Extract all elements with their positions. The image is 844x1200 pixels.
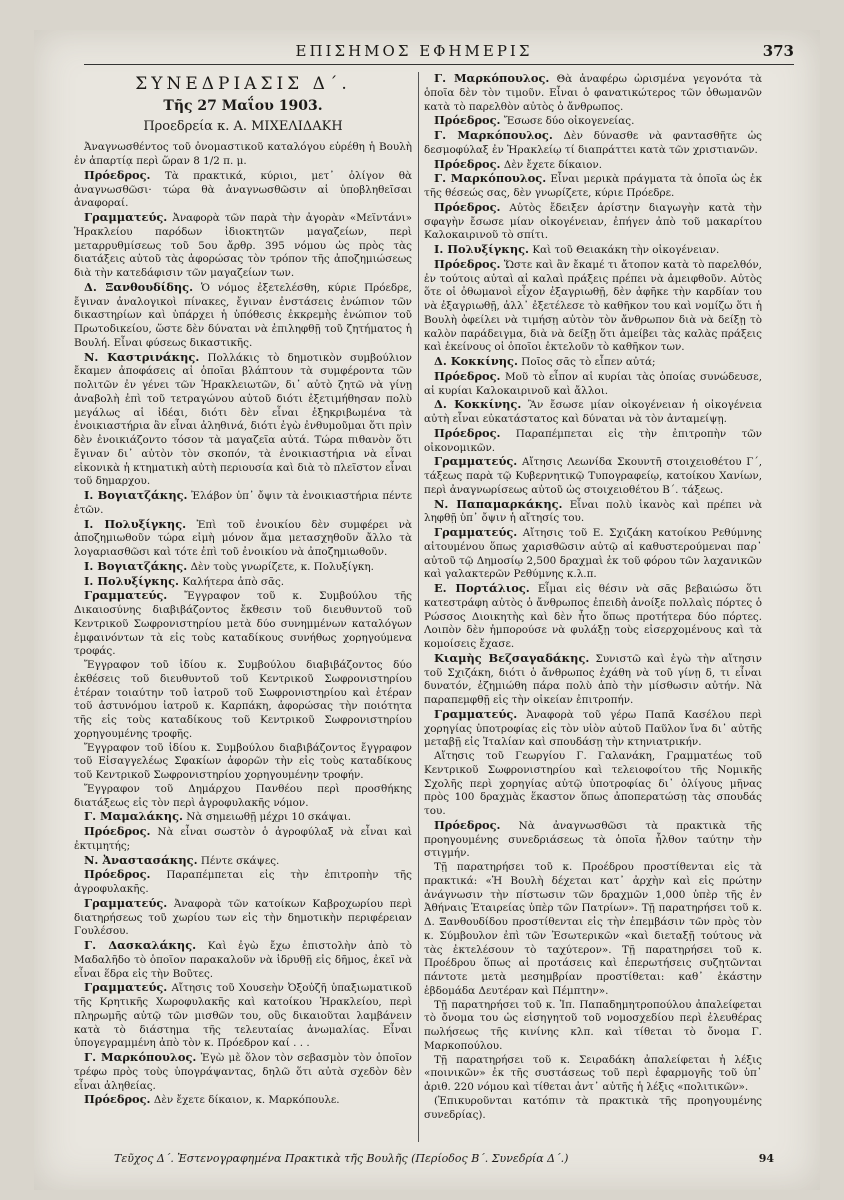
paragraph-text: Αἴτησις τοῦ Χουσεὴν Ὀξοὐζῆ ὑπαξιωματικοῦ τῆς Κρητικῆς Χωροφυλακῆς καὶ κατοίκου Ἡρακλείου, περὶ πληρωμῆς αὐτῷ τῶν μισθῶν του, οὓς δικαιοῦται λαμβάνειν κατὰ τὸ διάστημα τῆς τελευταίας ἀνωμαλίας. Εἶναι ὑπογεγραμμένη ἀπὸ τὸν κ. Πρόεδρον καί . . . <box>74 982 412 1050</box>
paragraph <box>74 742 412 783</box>
speaker-name: Ι. Βογιατζάκης. <box>84 488 188 502</box>
paragraph <box>424 158 762 173</box>
speaker-name: Γ. Μαρκόπουλος. <box>84 1050 197 1064</box>
session-title: ΣΥΝΕΔΡΙΑΣΙΣ Δ΄. <box>135 74 351 94</box>
speaker-name: Πρόεδρος. <box>434 113 501 128</box>
paragraph <box>74 854 412 869</box>
paragraph-text: Ποῖος σᾶς τὸ εἶπεν αὐτά; <box>521 356 656 368</box>
paragraph-text: Ἔγγραφον τοῦ κ. Συμβούλου τῆς Δικαιοσύνης διαβιβάζοντος ἔκθεσιν τοῦ διευθυντοῦ τοῦ Κεντρικοῦ Σωφρονιστηρίου μετὰ δύο συνημμένων καταλόγων ἐμφαινόντων τὰ εἰς τοὺς καταδίκους συνήθως χορηγούμενα τροφάς. <box>74 590 412 658</box>
paragraph <box>424 129 762 158</box>
speaker-name: Πρόεδρος. <box>84 824 151 838</box>
speaker-name: Ν. Ἀναστασάκης. <box>84 852 198 867</box>
paragraph-text: (Ἐπικυροῦνται κατόπιν τὰ πρακτικὰ τῆς προηγουμένης συνεδρίας). <box>424 1094 762 1121</box>
paragraph <box>74 169 412 211</box>
left-column <box>74 72 412 1142</box>
speaker-name: Πρόεδρος. <box>434 368 501 383</box>
paragraph <box>74 810 412 825</box>
paragraph-text: Τὰ πρακτικά, κύριοι, μετ᾽ ὀλίγον θὰ ἀναγνωσθῶσι· τώρα θὰ ἀναγνωσθῶσιν αἱ ὑποβληθεῖσαι ἀναφοραί. <box>74 169 412 210</box>
paragraph-text: Εἶναι πολὺ ἱκανὸς καὶ πρέπει νὰ ληφθῇ ὑπ᾽ ὄψιν ἡ αἴτησίς του. <box>424 498 762 525</box>
speaker-name: Πρόεδρος. <box>84 167 151 182</box>
paragraph-text: Θὰ ἀναφέρω ὡρισμένα γεγονότα τὰ ὁποῖα δὲν τὸν τιμοῦν. Εἶναι ὁ φανατικώτερος τῶν ὀθωμανῶν κατὰ τὸ παρελθὸν αὐτὸς ὁ ἄνθρωπος. <box>424 73 762 113</box>
paragraph-text: Καλήτερα ἀπὸ σᾶς. <box>182 575 285 588</box>
speaker-name: Γ. Μαμαλάκης. <box>84 809 183 824</box>
paragraph-text: Τῇ παρατηρήσει τοῦ κ. Προέδρου προστίθενται εἰς τὰ πρακτικά: «Ἡ Βουλὴ δέχεται κατ᾽ ἀρχὴν καὶ εἰς πρώτην ἀνάγνωσιν τὴν πίστωσιν τῶν δραχμῶν 1,000 ὑπὲρ τῆς ἐν Ἀθήναις Ἑταιρείας ὑπὲρ τῶν Πατρίων». Τῇ παρατηρήσει τοῦ κ. Δ. Ξανθουδίδου προστίθενται εἰς τὴν ἐπεμβάσιν τῶν πρὸς τὸν κ. Σύμβουλον ἐπὶ τῶν Ἐσωτερικῶν «καὶ διεταξῇ τούτους νὰ τὰς ἐκτελέσουν τὸ ταχύτερον». Τῇ παρατηρήσει τοῦ κ. Προέδρου ὅπως αἱ προτάσεις καὶ ἐπερωτήσεις συζητῶνται πάντοτε μετὰ μεσημβρίαν προστίθεται: καθ᾽ ἑκάστην ἑβδομάδα Δευτέραν καὶ Πέμπτην». <box>424 861 762 997</box>
speaker-name: Πρόεδρος. <box>434 256 501 271</box>
session-date: Τῆς 27 Μαΐου 1903. <box>163 97 323 114</box>
speaker-name: Γραμματεύς. <box>84 895 168 910</box>
paragraph-text: Μοῦ τὸ εἶπον αἱ κυρίαι τὰς ὁποίας συνώδευσε, αἱ κυρίαι Καλοκαιρινοῦ καὶ ἄλλοι. <box>424 370 762 397</box>
speaker-name: Ι. Πολυξίγκης. <box>84 573 180 588</box>
paragraph-text: Καὶ τοῦ Θειακάκη τὴν οἰκογένειαν. <box>532 244 720 256</box>
paragraph <box>74 783 412 811</box>
paragraph <box>74 868 412 897</box>
speaker-name: Ε. Πορτάλιος. <box>434 581 530 595</box>
speaker-name: Γ. Μαρκόπουλος. <box>434 171 547 186</box>
paragraph <box>424 370 762 399</box>
paragraph-text: Πολλάκις τὸ δημοτικὸν συμβούλιον ἔκαμεν ἀποφάσεις αἱ ὁποῖαι βλάπτουν τὰ συμφέροντα τῶν πολιτῶν ἐν γένει τῶν Ἡρακλειωτῶν, δι᾽ αὐτὸ ζητῶ νὰ γίνῃ ἀναβολὴ ἐπὶ τοῦ τετραγώνου αὐτοῦ διότι ἐξετιμήθησαν πολὺ μεγάλως αἱ ἰδέαι, διότι δὲν εἶναι ἐξηκριβωμένα τὰ ἐνοικιαστήρια ἂν εἶναι ἀληθινά, διότι ἐγὼ ἐνθυμοῦμαι ὅτι πρὶν δὲν ἐνοικιάζοντο τόσον τὰ μαγαζεῖα αὐτά. Τώρα πιθανὸν ὅτι ἔγιναν δι᾽ αὐτὸν τὸν σκοπόν, τὰ ἐνοικιαστήρια νὰ εἶναι εἰκονικὰ ἡ κτηματικὴ αὐτὴ περιουσία καὶ διὰ τὸ πλεῖστον εἶναι τοῦ δημαρχου. <box>74 351 412 488</box>
footer-issue-text: Τεῦχος Δ΄. Ἐστενογραφημένα Πρακτικὰ τῆς Βουλῆς (Περίοδος Β΄. Συνεδρία Δ΄.) <box>114 1152 569 1165</box>
speaker-name: Ι. Πολυξίγκης. <box>434 242 530 256</box>
paragraph-text: Συνιστῶ καὶ ἐγὼ τὴν αἴτησιν τοῦ Σχιζάκη, διότι ὁ ἄνθρωπος ἐχάθη νὰ τοῦ γίνῃ δ, τι εἶναι δυνατόν, ἐζημιώθη πάρα πολὺ ἀπὸ τὴν μίσθωσιν αὐτήν. Νὰ παραπεμφθῇ εἰς τὴν οἰκείαν ἐπιτροπήν. <box>424 652 762 706</box>
speaker-name: Πρόεδρος. <box>84 867 151 882</box>
paragraph-text: Πέντε σκάψες. <box>200 854 280 867</box>
paragraph-text: Τῇ παρατηρήσει τοῦ κ. Ἱπ. Παπαδημητροπούλου ἀπαλείφεται τὸ ὄνομα του ὡς εἰσηγητοῦ τοῦ νομοσχεδίου περὶ ἐλευθέρας πωλήσεως τῆς κινίνης κλπ. καὶ τίθεται τὸ ὄνομα Γ. Μαρκοπούλου. <box>424 998 762 1052</box>
paragraph <box>424 72 762 114</box>
paragraph-text: Ἔγγραφον τοῦ Δημάρχου Πανθέου περὶ προσθήκης διατάξεως εἰς τὸν περὶ ἀγροφυλακῆς νόμον. <box>74 782 412 809</box>
session-chair: Προεδρεία κ. Α. ΜΙΧΕΛΙΔΑΚΗ <box>143 118 343 134</box>
paragraph-text: Ἀναγνωσθέντος τοῦ ὀνομαστικοῦ καταλόγου εὑρέθη ἡ Βουλὴ ἐν ἀπαρτίᾳ περὶ ὥραν 8 1/2 π. μ. <box>74 141 412 167</box>
paragraph <box>424 427 762 456</box>
paragraph-text: Δὲν δύνασθε νὰ φαντασθῆτε ὡς δεσμοφύλαξ ἐν Ἡρακλείῳ τί διαπράττει κατὰ τῶν χριστιανῶν. <box>424 130 762 156</box>
paragraph <box>74 1093 412 1108</box>
speaker-name: Γραμματεύς. <box>434 525 518 539</box>
paragraph-text: Αἴτησις Λεωνίδα Σκουντῆ στοιχειοθέτου Γ΄, τάξεως παρὰ τῷ Κυβερνητικῷ Τυπογραφείῳ, κατοίκου Χανίων, περὶ ἀναγνωρίσεως αὐτοῦ ὡς στοιχειοθέτου Β΄. τάξεως. <box>424 456 762 496</box>
paragraph <box>74 518 412 560</box>
speaker-name: Πρόεδρος. <box>434 199 501 214</box>
speaker-name: Ν. Καστρινάκης. <box>84 349 200 364</box>
paragraph-text: Δὲν ἔχετε δίκαιον. <box>503 158 603 171</box>
speaker-name: Γ. Μαρκόπουλος. <box>434 72 550 85</box>
paragraph-text: Ἐγὼ μὲ ὅλον τὸν σεβασμὸν τὸν ὁποῖον τρέφω πρὸς τοὺς ὑπογράψαντας, δηλῶ ὅτι αὐτὰ σχεδὸν δὲν εἶναι ἀληθείας. <box>74 1052 412 1092</box>
paragraph-text: Ἂν ἔσωσε μίαν οἰκογένειαν ἡ οἰκογένεια αὐτὴ εἶναι εὐκατάστατος καὶ δύναται νὰ τὸν ἀνταμείψῃ. <box>424 399 762 425</box>
speaker-name: Ι. Βογιατζάκης. <box>84 558 188 573</box>
paragraph <box>74 281 412 351</box>
paragraph-text: Ἔσωσε δύο οἰκογενείας. <box>503 115 635 128</box>
paragraph <box>74 351 412 490</box>
paragraph <box>424 999 762 1054</box>
paragraph <box>74 575 412 590</box>
newspaper-page <box>34 30 820 1190</box>
paragraph <box>74 825 412 854</box>
page-footer <box>74 1152 774 1172</box>
paragraph <box>424 819 762 861</box>
paragraph-text: Ὁ νόμος ἐξετελέσθη, κύριε Πρόεδρε, ἔγιναν ἀναλογικοὶ πίνακες, ἔγιναν ἐνστάσεις ἐνώπιον τῶν δικαστηρίων καὶ ὑπάρχει ἡ ὑπόθεσις ἐκκρεμὴς ἐνώπιον τοῦ Πρωτοδικείου, ὥστε δὲν δύναται νὰ ἐπιληφθῇ τοῦ ζητήματος ἡ Βουλή. Εἶναι φύσεως δικαστικῆς. <box>74 281 412 349</box>
right-column <box>424 72 762 1142</box>
paragraph <box>424 1095 762 1123</box>
speaker-name: Γραμματεύς. <box>434 454 518 469</box>
column-divider <box>418 72 419 1142</box>
paragraph-text: Ἐπὶ τοῦ ἐνοικίου δὲν συμφέρει νὰ ἀποζημιωθοῦν τώρα εἰμὴ μόνον ἅμα μετασχηθοῦν ἄλλο τὰ λογαριασθῶσι καὶ τότε ἐπὶ τοῦ ἐνοικίου νὰ ἀποζημιωθοῦν. <box>74 518 412 558</box>
paragraph-text: Ἔγγραφον τοῦ ἰδίου κ. Συμβούλου διαβιβάζοντος δύο ἐκθέσεις τοῦ διευθυντοῦ τοῦ Κεντρικοῦ Σωφρονιστηρίου ἑτέραν τοιαύτην τοῦ ἰατροῦ τοῦ Σωφρονιστηρίου καὶ ἑτέραν τοῦ ἀστυνόμου ἰατροῦ κ. Καρπάκη, ἀφορώσας τὴν ποιότητα τῆς εἰς τοὺς καταδίκους τοῦ Κεντρικοῦ Σωφρονιστηρίου χορηγουμένης τροφῆς. <box>74 659 412 740</box>
footer-issue-number: 94 <box>758 1152 774 1165</box>
paragraph-text: Εἶναι μερικὰ πράγματα τὰ ὁποῖα ὡς ἐκ τῆς θέσεώς σας, δὲν γνωρίζετε, κύριε Πρόεδρε. <box>424 173 762 199</box>
paragraph-text: Νὰ ἀναγνωσθῶσι τὰ πρακτικὰ τῆς προηγουμένης συνεδριάσεως τὰ ὁποῖα ἦλθον ταύτην τὴν στιγμήν. <box>424 819 762 860</box>
paragraph <box>424 258 762 355</box>
speaker-name: Πρόεδρος. <box>434 156 501 171</box>
paragraph-text: Παραπέμπεται εἰς τὴν ἐπιτροπὴν τῆς ἀγροφυλακῆς. <box>74 869 412 895</box>
speaker-name: Γραμματεύς. <box>84 210 168 224</box>
speaker-name: Γραμματεύς. <box>84 980 168 995</box>
paragraph-text: Ἀναφορὰ τῶν παρὰ τὴν ἀγορὰν «Μεϊντάνι» Ἡρακλείου παρόδων ἰδιοκτητῶν μαγαζείων, περὶ μεταρρυθμίσεως τοῦ 5ου ἄρθρ. 395 νόμου ὡς πρὸς τὰς διατάξεις αὐτοῦ τὰς ἀφορώσας τὸν τρόπον τῆς ἀποζημιώσεως διὰ τὴν κατεδάφισιν τῶν μαγαζείων των. <box>74 212 412 279</box>
paragraph <box>424 861 762 999</box>
journal-title: ΕΠΙΣΗΜΟΣ ΕΦΗΜΕΡΙΣ <box>295 42 533 60</box>
speaker-name: Ν. Παπαμαρκάκης. <box>434 496 563 511</box>
speaker-name: Πρόεδρος. <box>434 425 501 440</box>
paragraph-text: Ἔγγραφον τοῦ ἰδίου κ. Συμβούλου διαβιβάζοντος ἔγγραφον τοῦ Εἰσαγγελέως Σφακίων ἀφορῶν τὴν εἰς τοὺς καταδίκους τοῦ Κεντρικοῦ Σωφρονιστηρίου χορηγουμένην τροφήν. <box>74 741 412 781</box>
paragraph <box>74 1051 412 1093</box>
speaker-name: Γραμματεύς. <box>434 706 518 721</box>
paragraph-text: Ὥστε καὶ ἂν ἔκαμέ τι ἄτοπον κατὰ τὸ παρελθόν, ἐν τούτοις αὐταὶ αἱ καλαὶ πράξεις πρέπει νὰ ἀμειφθοῦν. Αὐτὸς ὅτε οἱ ὀθωμανοὶ εἶχον ἐξαγριωθῇ, δὲν ἀφῆκε τὴν καρδίαν του νὰ ἐξαγριωθῇ, ἀλλ᾽ ἐξετέλεσε τὸ καθῆκον του καὶ νομίζω ὅτι ἡ Βουλὴ ὀφείλει νὰ τιμήσῃ αὐτὸν τὸν ἄνθρωπον διὰ νὰ δείξῃ τὸ καλὸν παράδειγμα, διὰ νὰ δείξῃ ὅτι ἀμείβει τὰς καλὰς πράξεις καὶ ἐκείνους οἱ ὁποῖοι ἐκτελοῦν τὸ καθῆκον των. <box>424 258 762 354</box>
speaker-name: Κιαμὴς Βεζσαγαδάκης. <box>434 650 590 665</box>
paragraph <box>424 498 762 527</box>
paragraph <box>424 201 762 243</box>
speaker-name: Γραμματεύς. <box>84 588 168 603</box>
paragraph <box>424 1054 762 1095</box>
paragraph-text: Νὰ σημειωθῇ μέχρι 10 σκάψαι. <box>186 811 352 824</box>
paragraph-text: Νὰ εἶναι σωστὸν ὁ ἀγροφύλαξ νὰ εἶναι καὶ ἐκτιμητής; <box>74 826 412 852</box>
paragraph <box>424 243 762 258</box>
speaker-name: Δ. Κοκκίνης. <box>434 354 518 368</box>
speaker-name: Γ. Μαρκόπουλος. <box>434 128 553 142</box>
paragraph-text: Ἐλάβον ὑπ᾽ ὄψιν τὰ ἐνοικιαστήρια πέντε ἐτῶν. <box>74 490 412 516</box>
paragraph <box>424 708 762 750</box>
paragraph <box>424 750 762 819</box>
paragraph <box>74 659 412 742</box>
paragraph-text: Εἶμαι εἰς θέσιν νὰ σᾶς βεβαιώσω ὅτι κατεστράφη αὐτὸς ὁ ἄνθρωπος ἐπειδὴ ἀνοίξε πολλαὶς πόρτες ὁ Ρώσσος Διοικητὴς καὶ δὲν ἦτο ὅπως προτήτερα δύο πόρτες. Λοιπὸν δὲν ἠμπορούσε νὰ φυλάξῃ τοὺς εἰσερχομένους καὶ τὰ κομοίσεις ἔχασε. <box>424 583 762 650</box>
speaker-name: Ι. Πολυξίγκης. <box>84 516 187 531</box>
paragraph <box>74 141 412 169</box>
paragraph <box>424 172 762 201</box>
paragraph <box>424 398 762 427</box>
paragraph <box>424 114 762 129</box>
page-number: 373 <box>762 42 794 60</box>
speaker-name: Γ. Δασκαλάκης. <box>84 938 197 952</box>
paragraph-text: Αὐτὸς ἔδειξεν ἀρίστην διαγωγὴν κατὰ τὴν σφαγὴν ἔσωσε μίαν οἰκογένειαν, ἐπήγεν ἀπὸ τοῦ μακαρίτου Καλοκαιρινοῦ τὸ σπίτι. <box>424 201 762 242</box>
paragraph <box>424 355 762 370</box>
paragraph <box>74 211 412 281</box>
paragraph-text: Παραπέμπεται εἰς τὴν ἐπιτροπὴν τῶν οἰκονομικῶν. <box>424 427 762 454</box>
paragraph <box>74 897 412 939</box>
paragraph-text: Ἀναφορὰ τῶν κατοίκων Καβροχωρίου περὶ διατηρήσεως τοῦ χωρίου των εἰς τὴν δημοτικὴν περιφέρειαν Γουλέσου. <box>74 897 412 938</box>
paragraph-text: Καὶ ἐγὼ ἔχω ἐπιστολὴν ἀπὸ τὸ Μαδαλῆδο τὸ ὁποῖον παρακαλοῦν νὰ ἱδρυθῇ εἰς δῆμος, ἐκεῖ νὰ εἶναι ἕδρα εἰς τὴν Βοῦτες. <box>74 940 412 980</box>
paragraph <box>424 582 762 652</box>
paragraph <box>74 981 412 1051</box>
paragraph <box>74 560 412 575</box>
paragraph <box>424 455 762 497</box>
paragraph <box>424 526 762 582</box>
paragraph-text: Τῇ παρατηρήσει τοῦ κ. Σειραδάκη ἀπαλείφεται ἡ λέξις «ποινικῶν» ἐκ τῆς συστάσεως τοῦ περὶ ἐφαρμογῆς τοῦ ὑπ᾽ ἀριθ. 220 νόμου καὶ τίθεται ἀντ᾽ αὐτῆς ἡ λέξις «πολιτικῶν». <box>424 1053 762 1093</box>
running-header <box>84 40 794 65</box>
paragraph <box>74 939 412 981</box>
paragraph-text: Αἴτησις τοῦ Ε. Σχιζάκη κατοίκου Ρεθύμνης αἰτουμένου ὅπως χαρισθῶσιν αὐτῷ αἱ καθυστερούμεναι παρ᾽ αὐτοῦ τῷ Δημοσίῳ 2,500 δραχμαὶ ἐκ τοῦ φόρου τῶν λαχανικῶν καὶ γαλακτερῶν Ρεθύμνης κ.λ.π. <box>424 527 762 581</box>
paragraph-text: Ἀναφορὰ τοῦ γέρω Παπᾶ Κασέλου περὶ χορηγίας ὑποτροφίας εἰς τὸν υἱὸν αὐτοῦ Παῦλον ἵνα δι᾽ αὐτῆς μεταβῇ εἰς Ἰταλίαν καὶ σπουδάσῃ τὴν κτηνιατρικήν. <box>424 708 762 749</box>
paragraph <box>424 652 762 708</box>
speaker-name: Πρόεδρος. <box>434 817 501 832</box>
paragraph-text: Δὲν ἔχετε δίκαιον, κ. Μαρκόπουλε. <box>153 1094 340 1107</box>
speaker-name: Δ. Ξανθουδίδης. <box>84 279 194 294</box>
paragraph <box>74 489 412 518</box>
paragraph-text: Δὲν τοὺς γνωρίζετε, κ. Πολυξίγκη. <box>190 560 374 573</box>
speaker-name: Πρόεδρος. <box>84 1092 151 1107</box>
paragraph-text: Αἴτησις τοῦ Γεωργίου Γ. Γαλανάκη, Γραμματέως τοῦ Κεντρικοῦ Σωφρονιστηρίου καὶ τελειοφοίτου τῆς Νομικῆς Σχολῆς περὶ χορηγίας αὐτῷ ὑποτροφίας δι᾽ ὀλίγους μῆνας πρὸς 100 δραχμὰς ἕκαστον ὅπως ἀποπερατώσῃ τὰς σπουδάς του. <box>424 750 762 817</box>
paragraph <box>74 589 412 659</box>
speaker-name: Δ. Κοκκίνης. <box>434 397 522 412</box>
